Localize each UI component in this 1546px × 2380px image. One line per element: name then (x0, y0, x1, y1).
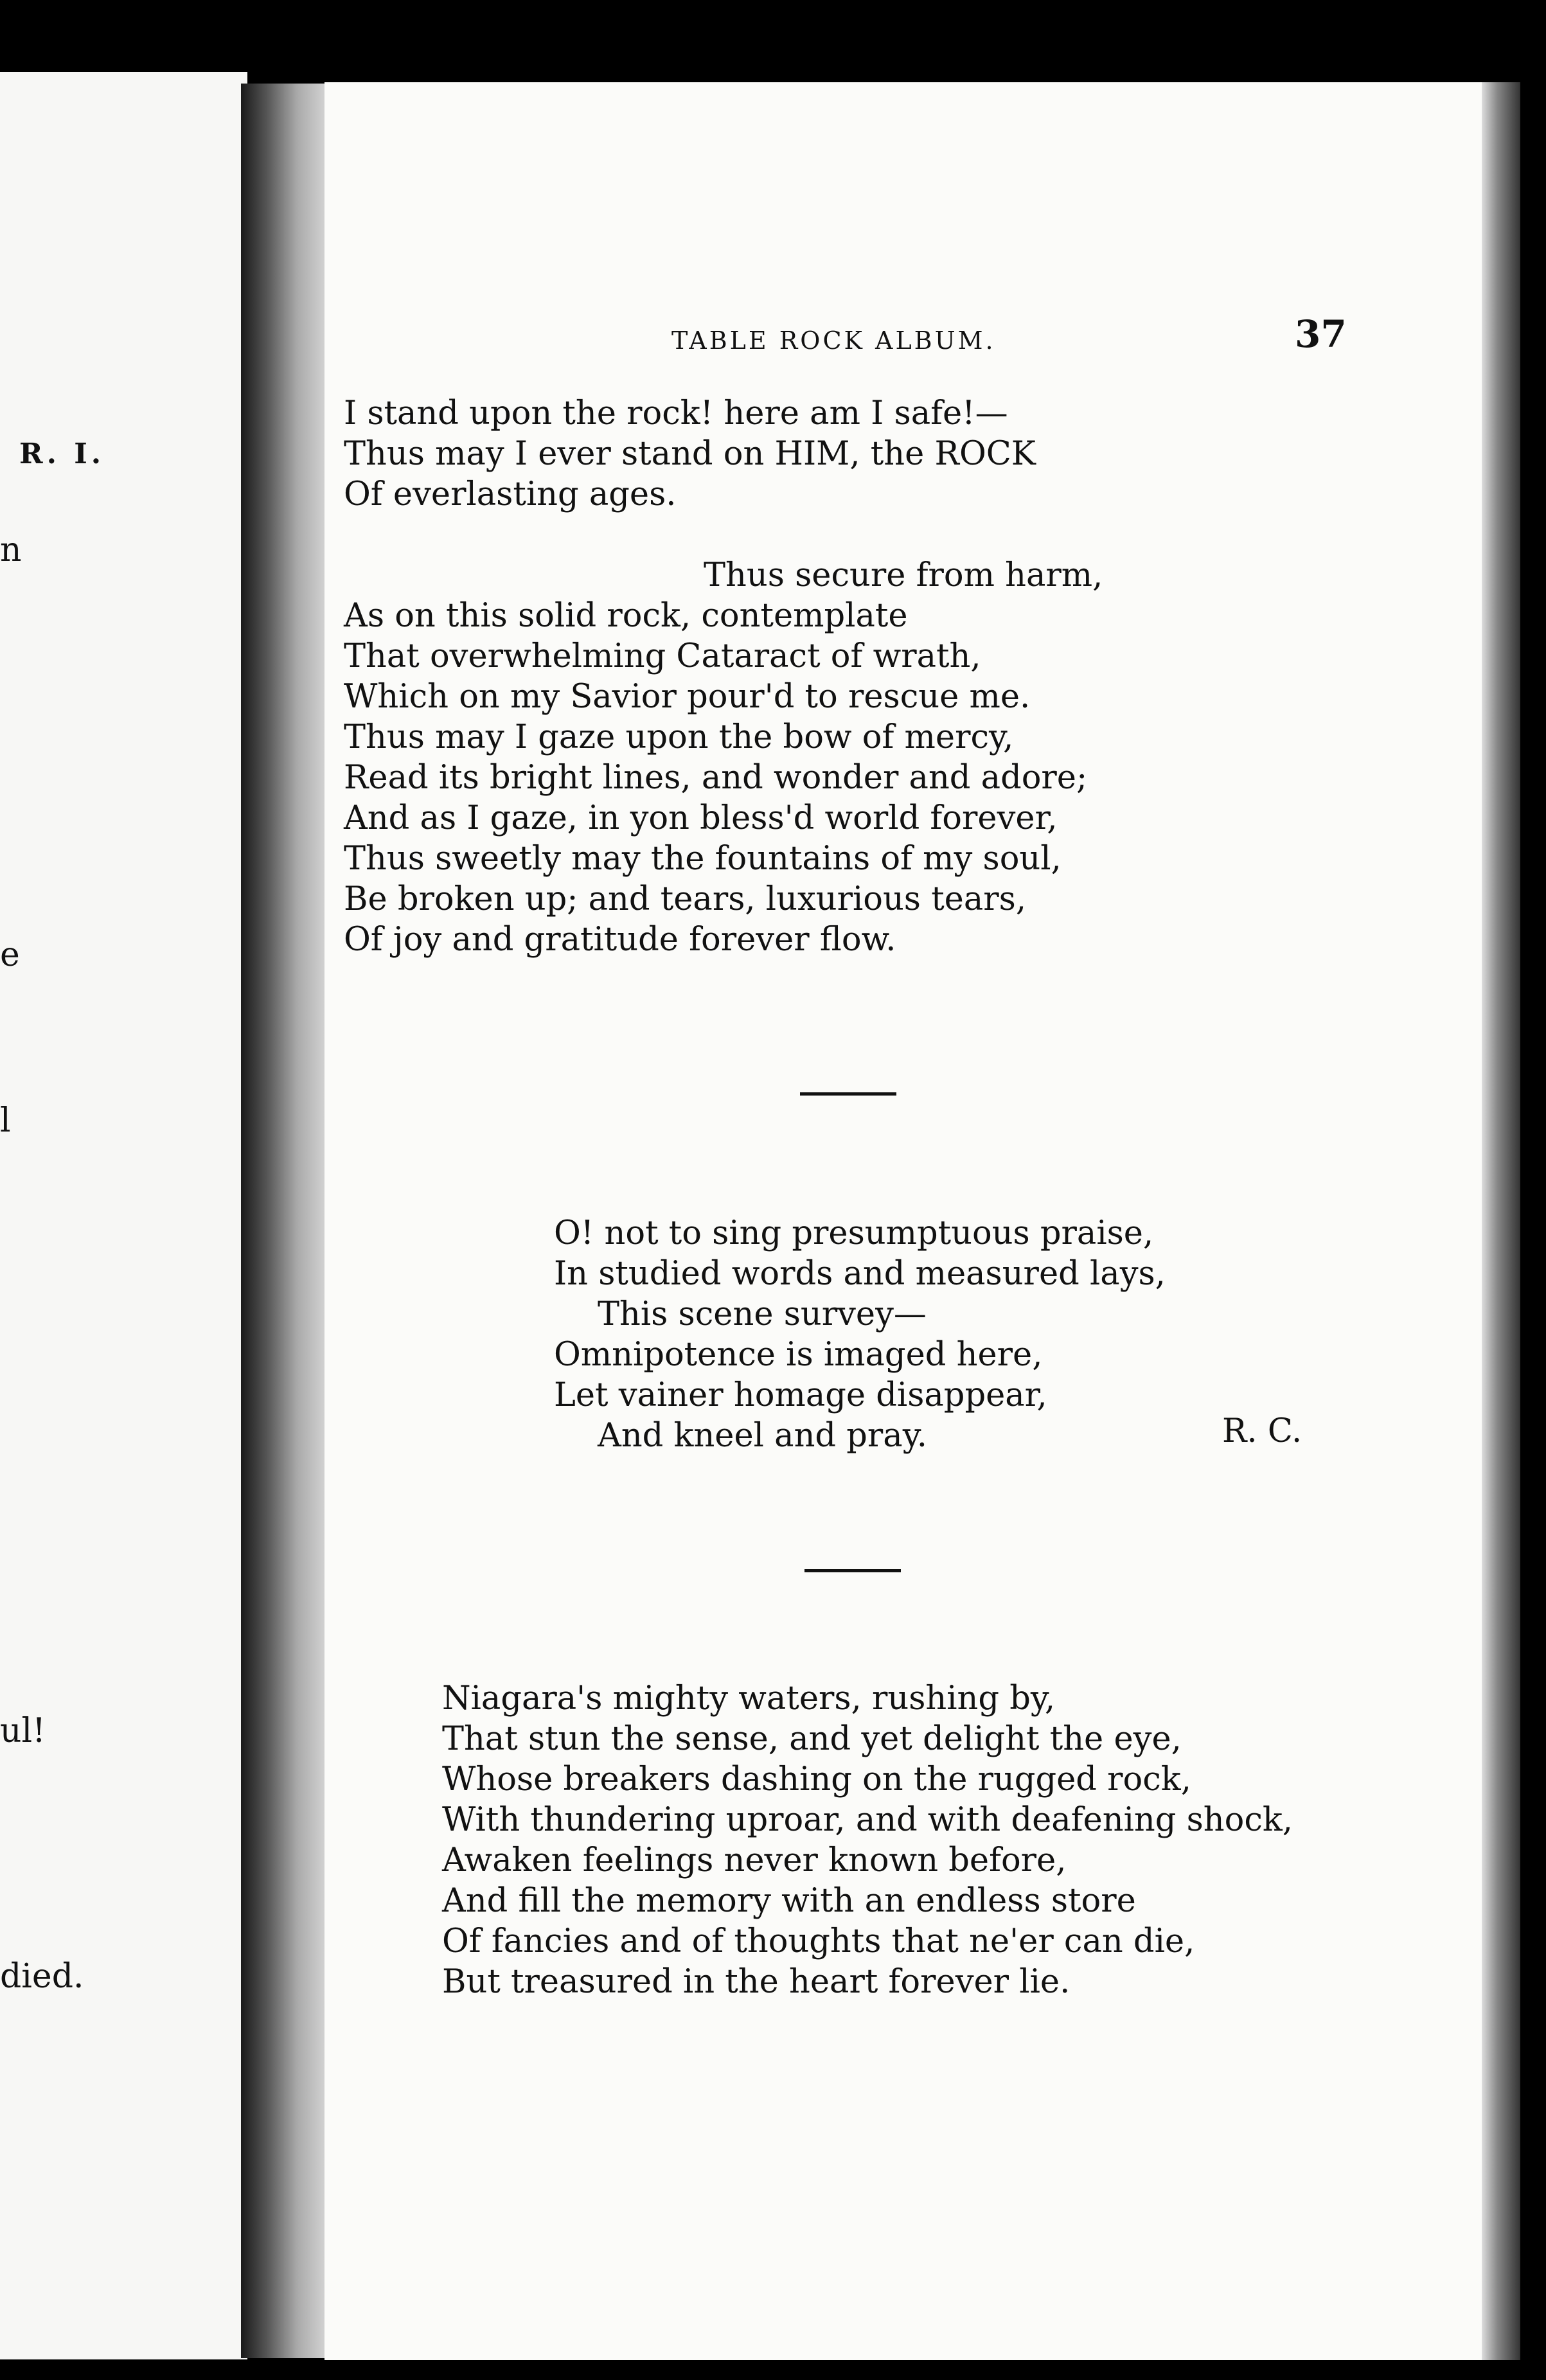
left-fragment: e (0, 936, 20, 974)
left-fragment: R. I. (19, 438, 105, 470)
verse-line (344, 515, 1103, 555)
verse-line: Whose breakers dashing on the rugged rock, (442, 1761, 1191, 1798)
left-fragment: died. (0, 1957, 84, 1996)
verse-line: Niagara's mighty waters, rushing by, (442, 1680, 1056, 1718)
verse-line: That stun the sense, and yet delight the eye, (442, 1720, 1182, 1758)
signature: R. C. (1222, 1412, 1302, 1450)
verse-line: Of joy and gratitude forever flow. (344, 921, 896, 959)
verse-line: Which on my Savior pour'd to rescue me. (344, 678, 1031, 716)
verse-line: And kneel and pray. (598, 1417, 927, 1455)
verse-line: Of everlasting ages. (344, 475, 677, 513)
verse-line: Thus sweetly may the fountains of my soul, (344, 840, 1062, 878)
verse-line: Thus secure from harm, (704, 556, 1103, 594)
poem-1 (344, 393, 1103, 960)
verse-line: And fill the memory with an endless store (442, 1882, 1136, 1920)
section-divider (800, 1092, 896, 1096)
verse-line: Thus may I ever stand on HIM, the ROCK (344, 435, 1036, 473)
verse-line: Awaken feelings never known before, (442, 1842, 1067, 1879)
verse-line: Read its bright lines, and wonder and adore; (344, 759, 1088, 797)
verse-line: That overwhelming Cataract of wrath, (344, 637, 981, 675)
verse-line: With thundering uproar, and with deafening shock, (442, 1801, 1293, 1839)
page-edge (1482, 82, 1520, 2360)
poem-3 (442, 1678, 1293, 2002)
verse-line: O! not to sing presumptuous praise, (554, 1214, 1154, 1252)
verse-line: Omnipotence is imaged here, (554, 1336, 1043, 1374)
page-number: 37 (1295, 312, 1347, 356)
verse-line: Let vainer homage disappear, (554, 1376, 1047, 1414)
verse-line: And as I gaze, in yon bless'd world forever, (344, 799, 1058, 837)
running-head: TABLE ROCK ALBUM. (671, 326, 996, 355)
verse-line: In studied words and measured lays, (554, 1255, 1166, 1293)
poem-2 (554, 1213, 1166, 1456)
verse-line: As on this solid rock, contemplate (344, 597, 908, 635)
verse-line: This scene survey— (598, 1295, 927, 1333)
verse-line: Thus may I gaze upon the bow of mercy, (344, 718, 1014, 756)
left-fragment: ul! (0, 1712, 46, 1750)
verse-line: Of fancies and of thoughts that ne'er can die, (442, 1923, 1195, 1960)
left-page (0, 72, 247, 2359)
verse-line: But treasured in the heart forever lie. (442, 1963, 1071, 2001)
verse-line: I stand upon the rock! here am I safe!— (344, 395, 1008, 432)
verse-line: Be broken up; and tears, luxurious tears, (344, 880, 1027, 918)
left-fragment: n (0, 531, 22, 569)
left-fragment: l (0, 1101, 11, 1140)
section-divider (804, 1569, 901, 1572)
